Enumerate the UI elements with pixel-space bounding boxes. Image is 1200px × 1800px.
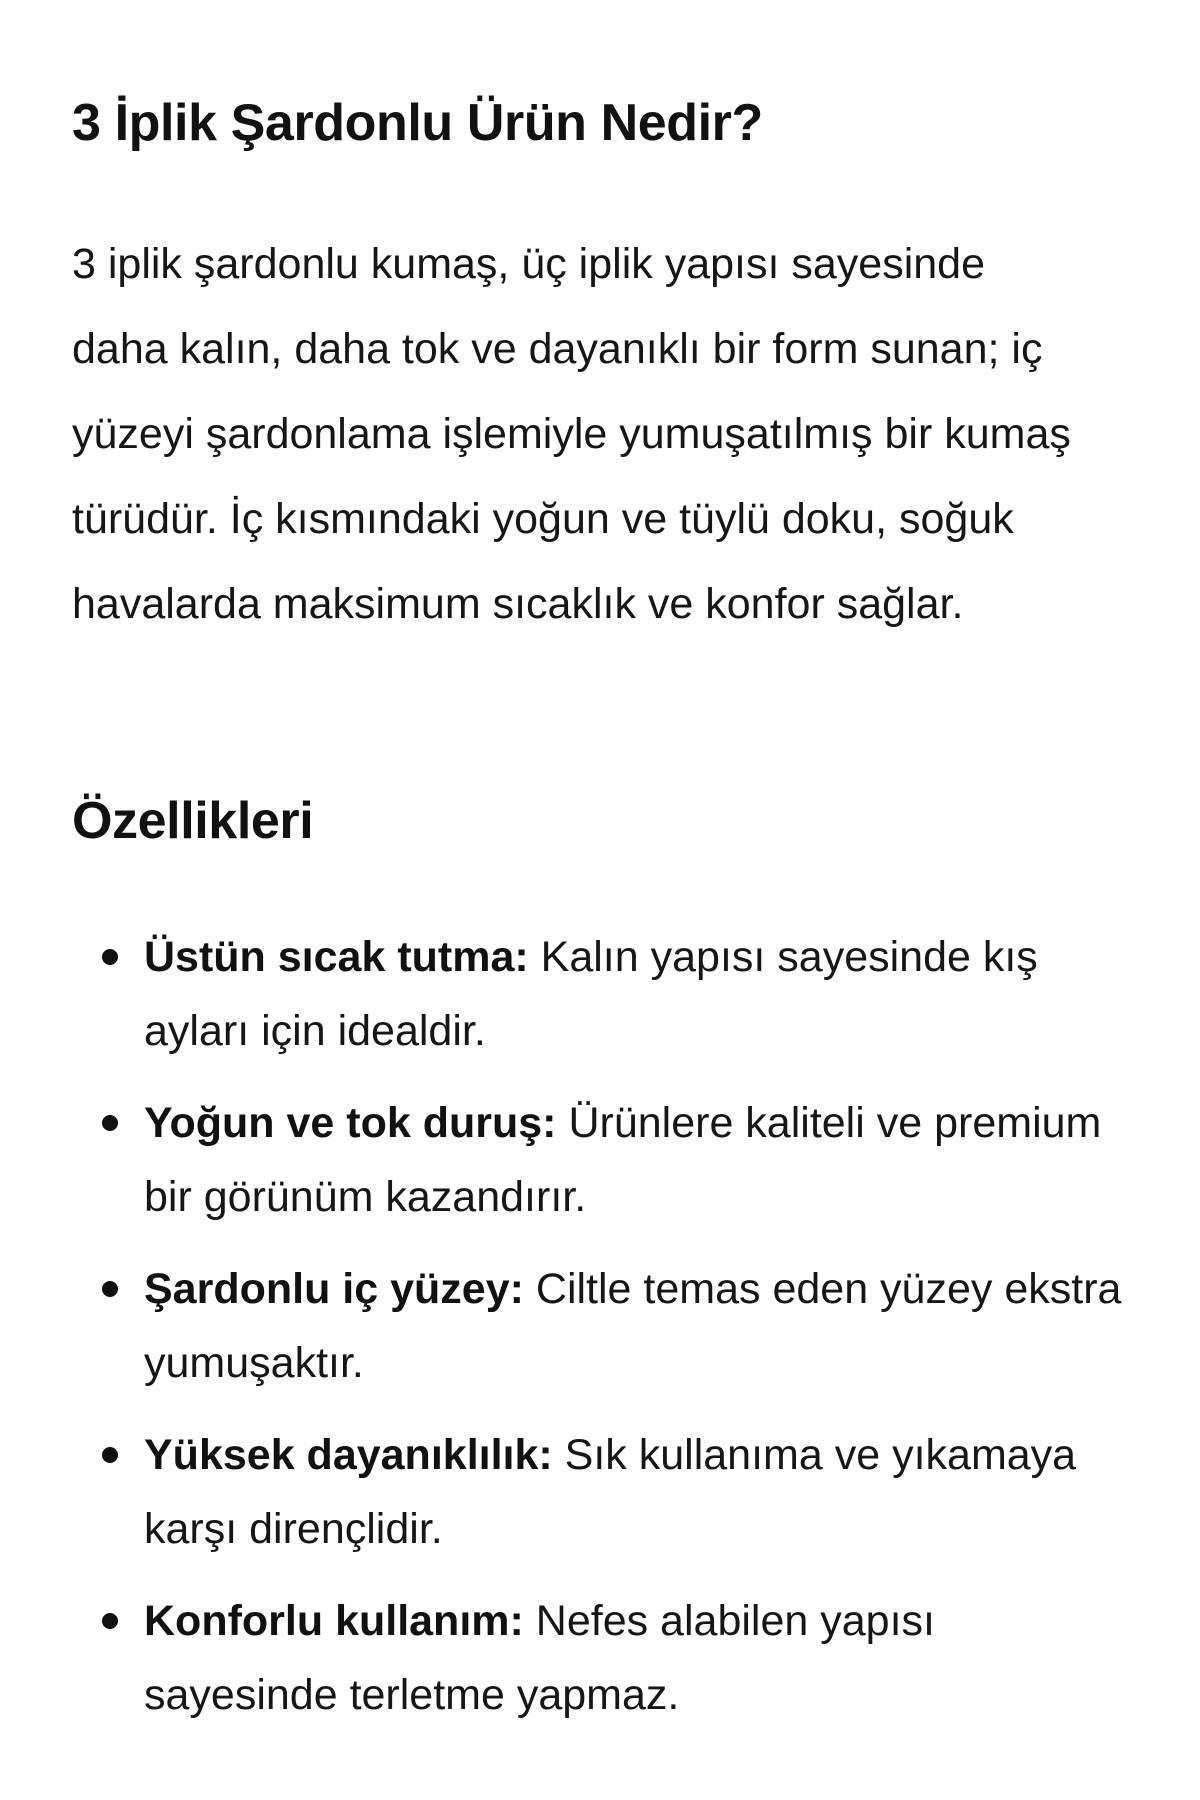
intro-paragraph: 3 iplik şardonlu kumaş, üç iplik yapısı sayesinde daha kalın, daha tok ve dayanıklı bir form sunan; iç yüzeyi şardonlama işlemiyle yumuşatılmış bir kumaş türüdür. İç kısmındaki yoğun ve tüylü doku, soğuk havalarda maksimum sıcaklık ve konfor sağlar. [72, 240, 1071, 628]
page-title: 3 İplik Şardonlu Ürün Nedir? [72, 94, 763, 152]
bullet-icon [102, 1115, 118, 1131]
bullet-icon [102, 1613, 118, 1629]
feature-item-brushed-inner-surface [72, 1252, 1124, 1400]
feature-term: Şardonlu iç yüzey: [144, 1265, 524, 1313]
feature-description: Ciltle temas eden yüzey ekstra yumuşaktır. [144, 1265, 1122, 1387]
feature-item-comfort [72, 1584, 1124, 1732]
feature-term: Konforlu kullanım: [144, 1597, 524, 1645]
feature-description: Sık kullanıma ve yıkamaya karşı dirençlidir. [144, 1431, 1077, 1553]
feature-description: Ürünlere kaliteli ve premium bir görünüm kazandırır. [144, 1099, 1102, 1221]
feature-description: Kalın yapısı sayesinde kış ayları için idealdir. [144, 933, 1038, 1055]
feature-term: Üstün sıcak tutma: [144, 933, 529, 981]
features-heading: Özellikleri [72, 792, 314, 850]
bullet-icon [102, 949, 118, 965]
feature-item-heat-retention [72, 920, 1124, 1068]
features-list [72, 920, 1122, 1750]
feature-term: Yüksek dayanıklılık: [144, 1431, 553, 1479]
feature-item-durability [72, 1418, 1124, 1566]
bullet-icon [102, 1447, 118, 1463]
feature-item-dense-structure [72, 1086, 1124, 1234]
bullet-icon [102, 1281, 118, 1297]
feature-term: Yoğun ve tok duruş: [144, 1099, 557, 1147]
feature-description: Nefes alabilen yapısı sayesinde terletme yapmaz. [144, 1597, 935, 1719]
